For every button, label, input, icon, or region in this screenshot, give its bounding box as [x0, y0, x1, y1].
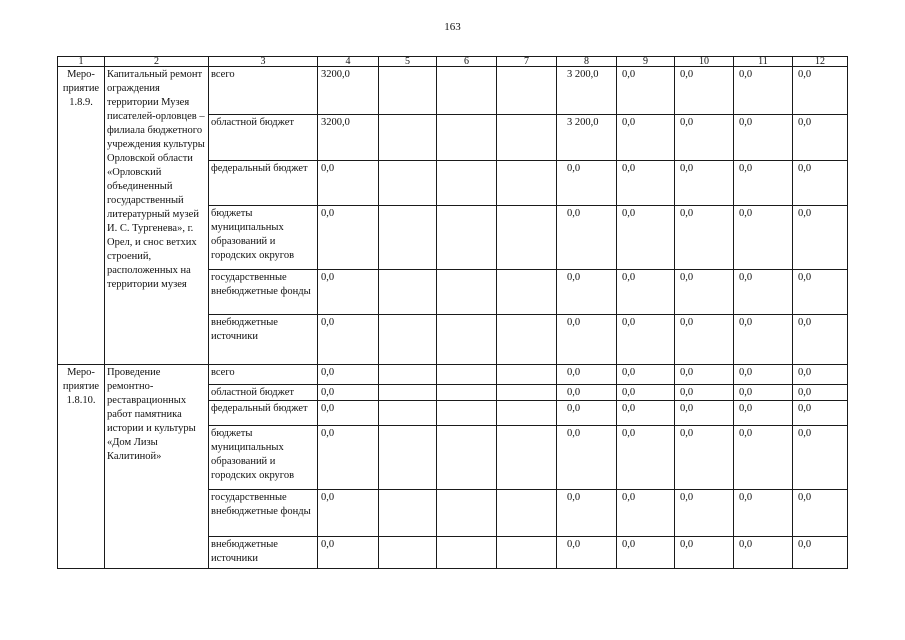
- value-cell: 0,0: [793, 385, 848, 401]
- value-cell: [497, 206, 557, 270]
- value-cell: [437, 401, 497, 426]
- value-cell: 0,0: [318, 537, 379, 569]
- funding-source: бюджеты муниципальных образований и городских округов: [209, 426, 318, 490]
- table-row: [58, 67, 848, 115]
- measure-code-line: приятие: [62, 83, 100, 94]
- value-cell: 3 200,0: [557, 115, 617, 161]
- value-cell: 0,0: [734, 161, 793, 206]
- value-cell: 0,0: [675, 490, 734, 537]
- measure-code-line: Меро-: [67, 367, 95, 378]
- value-cell: 0,0: [557, 490, 617, 537]
- funding-source: областной бюджет: [209, 385, 318, 401]
- column-number: 9: [617, 57, 675, 67]
- value-cell: 0,0: [793, 161, 848, 206]
- value-cell: 0,0: [617, 315, 675, 365]
- value-cell: 0,0: [318, 490, 379, 537]
- measure-title: Проведение ремонтно-реставрационных работ памятника истории и культуры «Дом Лизы Калитиной»: [105, 365, 209, 569]
- value-cell: [497, 401, 557, 426]
- value-cell: 0,0: [675, 315, 734, 365]
- budget-table: [57, 56, 848, 569]
- column-number: 10: [675, 57, 734, 67]
- value-cell: [437, 426, 497, 490]
- value-cell: 0,0: [734, 365, 793, 385]
- value-cell: 0,0: [675, 270, 734, 315]
- column-number: 11: [734, 57, 793, 67]
- column-number: 12: [793, 57, 848, 67]
- measure-code: [58, 67, 105, 365]
- value-cell: 0,0: [557, 161, 617, 206]
- value-cell: [379, 161, 437, 206]
- value-cell: 0,0: [793, 401, 848, 426]
- value-cell: [379, 385, 437, 401]
- value-cell: 0,0: [734, 270, 793, 315]
- measure-title: Капитальный ремонт ограждения территории Музея писателей-орловцев – филиала бюджетного учреждения культуры Орловской области «Орловский объединенный государственный литературный музей И. С. Тургенева», г. Орел, и снос ветхих строений, расположенных на территории музея: [105, 67, 209, 365]
- value-cell: [379, 490, 437, 537]
- value-cell: 0,0: [318, 270, 379, 315]
- value-cell: 0,0: [793, 270, 848, 315]
- column-number: 5: [379, 57, 437, 67]
- value-cell: [437, 365, 497, 385]
- value-cell: 0,0: [318, 426, 379, 490]
- value-cell: 0,0: [793, 67, 848, 115]
- value-cell: 0,0: [734, 490, 793, 537]
- value-cell: 0,0: [617, 365, 675, 385]
- value-cell: [497, 67, 557, 115]
- value-cell: [497, 426, 557, 490]
- value-cell: 0,0: [617, 270, 675, 315]
- value-cell: 0,0: [793, 490, 848, 537]
- value-cell: 0,0: [617, 161, 675, 206]
- value-cell: 0,0: [675, 385, 734, 401]
- column-number: 6: [437, 57, 497, 67]
- value-cell: 0,0: [617, 401, 675, 426]
- value-cell: 0,0: [318, 401, 379, 426]
- value-cell: 0,0: [675, 401, 734, 426]
- value-cell: [497, 537, 557, 569]
- column-number-row: [58, 57, 848, 67]
- value-cell: 3 200,0: [557, 67, 617, 115]
- value-cell: 0,0: [557, 537, 617, 569]
- value-cell: 3200,0: [318, 115, 379, 161]
- value-cell: [379, 67, 437, 115]
- value-cell: [497, 115, 557, 161]
- value-cell: 0,0: [318, 206, 379, 270]
- measure-code-line: Меро-: [67, 69, 95, 80]
- measure-code: [58, 365, 105, 569]
- value-cell: 0,0: [557, 270, 617, 315]
- page-number: 163: [444, 21, 461, 33]
- value-cell: 0,0: [734, 401, 793, 426]
- value-cell: [379, 270, 437, 315]
- column-number: 1: [58, 57, 105, 67]
- value-cell: 0,0: [557, 365, 617, 385]
- value-cell: 0,0: [617, 426, 675, 490]
- value-cell: 0,0: [734, 426, 793, 490]
- funding-source: всего: [209, 365, 318, 385]
- value-cell: 0,0: [557, 401, 617, 426]
- value-cell: [497, 490, 557, 537]
- funding-source: бюджеты муниципальных образований и городских округов: [209, 206, 318, 270]
- column-number: 3: [209, 57, 318, 67]
- value-cell: 0,0: [734, 385, 793, 401]
- table-row: [58, 365, 848, 385]
- value-cell: [379, 426, 437, 490]
- value-cell: [497, 365, 557, 385]
- value-cell: 0,0: [675, 206, 734, 270]
- value-cell: [437, 161, 497, 206]
- value-cell: 0,0: [617, 385, 675, 401]
- value-cell: 0,0: [557, 315, 617, 365]
- value-cell: [379, 365, 437, 385]
- value-cell: [497, 270, 557, 315]
- funding-source: внебюджетные источники: [209, 537, 318, 569]
- column-number: 2: [105, 57, 209, 67]
- funding-source: федеральный бюджет: [209, 401, 318, 426]
- value-cell: 0,0: [793, 365, 848, 385]
- value-cell: [437, 385, 497, 401]
- column-number: 7: [497, 57, 557, 67]
- value-cell: 0,0: [675, 115, 734, 161]
- value-cell: 0,0: [793, 537, 848, 569]
- measure-code-line: приятие: [62, 381, 100, 392]
- funding-source: внебюджетные источники: [209, 315, 318, 365]
- value-cell: 3200,0: [318, 67, 379, 115]
- value-cell: 0,0: [734, 315, 793, 365]
- value-cell: [497, 385, 557, 401]
- value-cell: 0,0: [557, 426, 617, 490]
- value-cell: [379, 401, 437, 426]
- value-cell: [379, 115, 437, 161]
- value-cell: [437, 490, 497, 537]
- measure-code-line: 1.8.9.: [69, 97, 93, 108]
- value-cell: 0,0: [793, 315, 848, 365]
- value-cell: [437, 270, 497, 315]
- value-cell: 0,0: [734, 115, 793, 161]
- value-cell: 0,0: [617, 115, 675, 161]
- value-cell: 0,0: [734, 67, 793, 115]
- column-number: 4: [318, 57, 379, 67]
- value-cell: 0,0: [318, 161, 379, 206]
- funding-source: государственные внебюджетные фонды: [209, 490, 318, 537]
- value-cell: 0,0: [557, 385, 617, 401]
- value-cell: 0,0: [793, 115, 848, 161]
- value-cell: 0,0: [734, 537, 793, 569]
- value-cell: 0,0: [793, 206, 848, 270]
- value-cell: 0,0: [557, 206, 617, 270]
- value-cell: [379, 206, 437, 270]
- value-cell: 0,0: [793, 426, 848, 490]
- value-cell: [437, 115, 497, 161]
- funding-source: государственные внебюджетные фонды: [209, 270, 318, 315]
- value-cell: [437, 206, 497, 270]
- value-cell: 0,0: [675, 161, 734, 206]
- value-cell: 0,0: [734, 206, 793, 270]
- measure-code-line: 1.8.10.: [66, 395, 96, 406]
- funding-source: всего: [209, 67, 318, 115]
- column-number: 8: [557, 57, 617, 67]
- value-cell: [379, 315, 437, 365]
- value-cell: [437, 67, 497, 115]
- value-cell: 0,0: [617, 67, 675, 115]
- value-cell: 0,0: [318, 315, 379, 365]
- value-cell: 0,0: [617, 537, 675, 569]
- value-cell: 0,0: [318, 365, 379, 385]
- value-cell: [497, 315, 557, 365]
- value-cell: 0,0: [318, 385, 379, 401]
- value-cell: [437, 537, 497, 569]
- value-cell: 0,0: [675, 365, 734, 385]
- value-cell: 0,0: [617, 206, 675, 270]
- funding-source: федеральный бюджет: [209, 161, 318, 206]
- value-cell: 0,0: [675, 67, 734, 115]
- value-cell: [437, 315, 497, 365]
- value-cell: [379, 537, 437, 569]
- funding-source: областной бюджет: [209, 115, 318, 161]
- value-cell: [497, 161, 557, 206]
- value-cell: 0,0: [675, 537, 734, 569]
- value-cell: 0,0: [675, 426, 734, 490]
- value-cell: 0,0: [617, 490, 675, 537]
